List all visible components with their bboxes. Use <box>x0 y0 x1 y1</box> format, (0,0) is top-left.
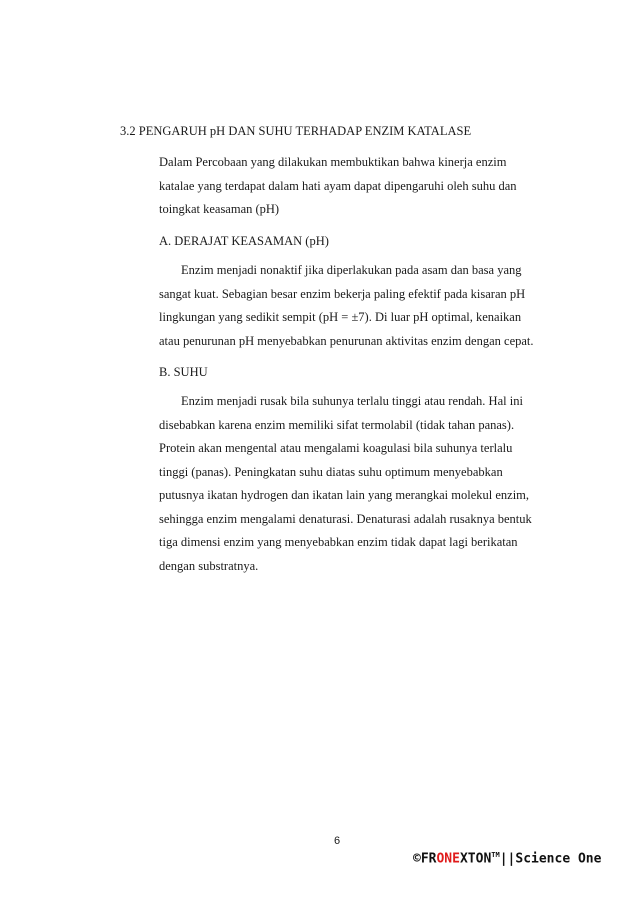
section-heading: 3.2 PENGARUH pH DAN SUHU TERHADAP ENZIM KATALASE <box>120 124 472 138</box>
intro-paragraph <box>159 151 551 222</box>
paragraph-line: sehingga enzim mengalami denaturasi. Denaturasi adalah rusaknya bentuk <box>159 511 532 526</box>
footer-prefix: ©FR <box>413 851 437 867</box>
subheading-derajat-keasaman: A. DERAJAT KEASAMAN (pH) <box>159 234 329 248</box>
paragraph-line: tinggi (panas). Peningkatan suhu diatas suhu optimum menyebabkan <box>159 464 503 479</box>
footer-brand <box>413 851 601 866</box>
footer-suffix: ||Science One <box>499 851 602 867</box>
paragraph-line: putusnya ikatan hydrogen dan ikatan lain yang merangkai molekul enzim, <box>159 488 530 502</box>
suhu-paragraph <box>159 390 551 578</box>
paragraph-line: Enzim menjadi nonaktif jika diperlakukan pada asam dan basa yang <box>181 263 522 277</box>
ph-paragraph <box>159 259 551 353</box>
paragraph-line: sangat kuat. Sebagian besar enzim bekerja paling efektif pada kisaran pH <box>159 286 526 301</box>
paragraph-line: dengan substratnya. <box>159 558 259 573</box>
paragraph-line: Enzim menjadi rusak bila suhunya terlalu tinggi atau rendah. Hal ini <box>181 394 523 408</box>
paragraph-line: lingkungan yang sedikit sempit (pH = ±7). Di luar pH optimal, kenaikan <box>159 310 522 324</box>
paragraph-line: atau penurunan pH menyebabkan penurunan aktivitas enzim dengan cepat. <box>159 333 534 348</box>
paragraph-line: toingkat keasaman (pH) <box>159 202 280 216</box>
footer-accent: ONE <box>436 851 460 867</box>
paragraph-line: disebabkan karena enzim memiliki sifat termolabil (tidak tahan panas). <box>159 417 515 432</box>
paragraph-line: Protein akan mengental atau mengalami koagulasi bila suhunya terlalu <box>159 441 513 455</box>
paragraph-line: katalae yang terdapat dalam hati ayam dapat dipengaruhi oleh suhu dan <box>159 178 517 193</box>
paragraph-line: Dalam Percobaan yang dilakukan membuktikan bahwa kinerja enzim <box>159 155 507 169</box>
footer-trademark: TM <box>491 851 500 859</box>
subheading-suhu: B. SUHU <box>159 365 208 379</box>
page-number: 6 <box>334 835 341 847</box>
paragraph-line: tiga dimensi enzim yang menyebabkan enzim tidak dapat lagi berikatan <box>159 535 518 549</box>
footer-middle: XTON <box>459 851 492 867</box>
